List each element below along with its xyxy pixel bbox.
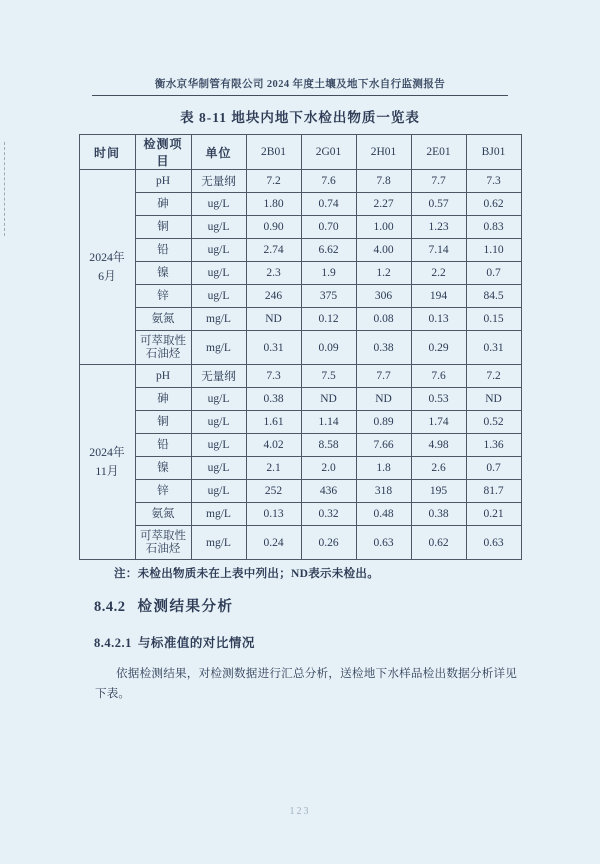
value-cell-BJ01: 1.10 — [466, 239, 521, 262]
value-cell-2E01: 0.53 — [411, 388, 466, 411]
item-cell: 镍 — [135, 457, 191, 480]
value-cell-2E01: 0.38 — [411, 503, 466, 526]
table-row — [79, 434, 521, 457]
value-cell-2H01: 0.48 — [356, 503, 411, 526]
table-body — [79, 170, 521, 560]
groundwater-results-table — [79, 134, 522, 560]
unit-cell: 无量纲 — [191, 365, 246, 388]
table-row — [79, 503, 521, 526]
value-cell-2G01: 375 — [301, 285, 356, 308]
table-row — [79, 285, 521, 308]
station-header-BJ01: BJ01 — [466, 135, 521, 170]
value-cell-BJ01: ND — [466, 388, 521, 411]
time-cell — [79, 365, 135, 560]
table-header-row — [79, 135, 521, 170]
item-cell: 镍 — [135, 262, 191, 285]
value-cell-2B01: 1.61 — [246, 411, 301, 434]
value-cell-2G01: ND — [301, 388, 356, 411]
unit-cell: ug/L — [191, 285, 246, 308]
value-cell-2B01: 2.3 — [246, 262, 301, 285]
value-cell-2B01: 7.3 — [246, 365, 301, 388]
section-heading — [94, 595, 600, 616]
value-cell-2E01: 7.6 — [411, 365, 466, 388]
value-cell-2H01: 0.89 — [356, 411, 411, 434]
value-cell-2H01: 306 — [356, 285, 411, 308]
value-cell-2B01: 7.2 — [246, 170, 301, 193]
value-cell-BJ01: 7.3 — [466, 170, 521, 193]
table-row — [79, 308, 521, 331]
value-cell-2G01: 0.09 — [301, 331, 356, 365]
value-cell-BJ01: 0.52 — [466, 411, 521, 434]
value-cell-2G01: 0.12 — [301, 308, 356, 331]
table-row — [79, 365, 521, 388]
value-cell-2H01: 7.7 — [356, 365, 411, 388]
value-cell-BJ01: 84.5 — [466, 285, 521, 308]
value-cell-2B01: 2.74 — [246, 239, 301, 262]
value-cell-2B01: 4.02 — [246, 434, 301, 457]
value-cell-2E01: 2.2 — [411, 262, 466, 285]
item-cell: 铜 — [135, 216, 191, 239]
value-cell-2H01: 0.63 — [356, 526, 411, 560]
value-cell-2G01: 8.58 — [301, 434, 356, 457]
value-cell-2G01: 0.32 — [301, 503, 356, 526]
station-header-2G01: 2G01 — [301, 135, 356, 170]
value-cell-2H01: 7.8 — [356, 170, 411, 193]
page-number: 123 — [289, 806, 311, 817]
value-cell-2G01: 2.0 — [301, 457, 356, 480]
item-cell: 砷 — [135, 193, 191, 216]
table-title: 表 8-11 地块内地下水检出物质一览表 — [180, 110, 420, 125]
unit-cell: ug/L — [191, 262, 246, 285]
item-cell: 可萃取性石油烃 — [135, 331, 191, 365]
unit-cell: ug/L — [191, 216, 246, 239]
body-paragraph: 依据检测结果，对检测数据进行汇总分析，送检地下水样品检出数据分析详见下表。 — [95, 667, 517, 700]
table-row — [79, 193, 521, 216]
unit-cell: mg/L — [191, 308, 246, 331]
value-cell-2E01: 1.23 — [411, 216, 466, 239]
column-header-单位: 单位 — [191, 135, 246, 170]
table-row — [79, 262, 521, 285]
value-cell-BJ01: 0.21 — [466, 503, 521, 526]
value-cell-2G01: 0.26 — [301, 526, 356, 560]
value-cell-2H01: ND — [356, 388, 411, 411]
value-cell-2H01: 0.08 — [356, 308, 411, 331]
value-cell-BJ01: 0.62 — [466, 193, 521, 216]
table-row — [79, 388, 521, 411]
unit-cell: ug/L — [191, 480, 246, 503]
value-cell-BJ01: 1.36 — [466, 434, 521, 457]
value-cell-2E01: 4.98 — [411, 434, 466, 457]
unit-cell: mg/L — [191, 526, 246, 560]
item-cell: 铅 — [135, 434, 191, 457]
table-row — [79, 526, 521, 560]
value-cell-2H01: 2.27 — [356, 193, 411, 216]
report-header — [92, 0, 508, 96]
value-cell-BJ01: 0.7 — [466, 457, 521, 480]
unit-cell: 无量纲 — [191, 170, 246, 193]
item-cell: 氨氮 — [135, 503, 191, 526]
table-row — [79, 239, 521, 262]
value-cell-2G01: 7.6 — [301, 170, 356, 193]
station-header-2H01: 2H01 — [356, 135, 411, 170]
unit-cell: mg/L — [191, 503, 246, 526]
value-cell-2E01: 2.6 — [411, 457, 466, 480]
value-cell-2G01: 1.9 — [301, 262, 356, 285]
unit-cell: ug/L — [191, 411, 246, 434]
value-cell-2B01: 1.80 — [246, 193, 301, 216]
value-cell-BJ01: 0.7 — [466, 262, 521, 285]
table-note: 注：未检出物质未在上表中列出；ND表示未检出。 — [114, 568, 380, 580]
item-cell: 氨氮 — [135, 308, 191, 331]
value-cell-2B01: ND — [246, 308, 301, 331]
value-cell-BJ01: 0.63 — [466, 526, 521, 560]
value-cell-2B01: 0.31 — [246, 331, 301, 365]
time-line: 2024年 — [89, 250, 125, 264]
item-cell: pH — [135, 170, 191, 193]
value-cell-2G01: 0.74 — [301, 193, 356, 216]
value-cell-2E01: 1.74 — [411, 411, 466, 434]
subsection-heading — [94, 633, 600, 651]
table-row — [79, 331, 521, 365]
item-cell: 锌 — [135, 285, 191, 308]
station-header-2E01: 2E01 — [411, 135, 466, 170]
table-row — [79, 480, 521, 503]
unit-cell: ug/L — [191, 193, 246, 216]
value-cell-BJ01: 0.15 — [466, 308, 521, 331]
value-cell-BJ01: 0.31 — [466, 331, 521, 365]
value-cell-2E01: 7.7 — [411, 170, 466, 193]
value-cell-BJ01: 7.2 — [466, 365, 521, 388]
time-line: 2024年 — [89, 445, 125, 459]
unit-cell: ug/L — [191, 434, 246, 457]
value-cell-2B01: 2.1 — [246, 457, 301, 480]
item-cell: 砷 — [135, 388, 191, 411]
unit-cell: mg/L — [191, 331, 246, 365]
value-cell-2G01: 1.14 — [301, 411, 356, 434]
value-cell-2H01: 4.00 — [356, 239, 411, 262]
value-cell-2E01: 0.57 — [411, 193, 466, 216]
section-number: 8.4.2 — [94, 599, 126, 615]
value-cell-2G01: 6.62 — [301, 239, 356, 262]
unit-cell: ug/L — [191, 457, 246, 480]
value-cell-2G01: 436 — [301, 480, 356, 503]
value-cell-2E01: 195 — [411, 480, 466, 503]
item-cell: 锌 — [135, 480, 191, 503]
value-cell-2E01: 0.13 — [411, 308, 466, 331]
value-cell-2H01: 1.2 — [356, 262, 411, 285]
table-row — [79, 411, 521, 434]
value-cell-BJ01: 81.7 — [466, 480, 521, 503]
value-cell-2G01: 7.5 — [301, 365, 356, 388]
item-cell: 铜 — [135, 411, 191, 434]
value-cell-2B01: 246 — [246, 285, 301, 308]
table-row — [79, 457, 521, 480]
item-cell: 铅 — [135, 239, 191, 262]
item-cell: 可萃取性石油烃 — [135, 526, 191, 560]
time-line: 11月 — [95, 464, 119, 478]
table-row — [79, 216, 521, 239]
value-cell-2G01: 0.70 — [301, 216, 356, 239]
value-cell-2E01: 0.29 — [411, 331, 466, 365]
time-line: 6月 — [98, 269, 116, 283]
time-cell — [79, 170, 135, 365]
unit-cell: ug/L — [191, 239, 246, 262]
value-cell-2E01: 194 — [411, 285, 466, 308]
unit-cell: ug/L — [191, 388, 246, 411]
value-cell-2H01: 7.66 — [356, 434, 411, 457]
value-cell-2E01: 0.62 — [411, 526, 466, 560]
table-row — [79, 170, 521, 193]
value-cell-BJ01: 0.83 — [466, 216, 521, 239]
item-cell: pH — [135, 365, 191, 388]
subsection-number: 8.4.2.1 — [94, 636, 132, 650]
scan-artifact — [4, 142, 5, 236]
subsection-title: 与标准值的对比情况 — [137, 636, 255, 650]
value-cell-2B01: 0.38 — [246, 388, 301, 411]
value-cell-2B01: 252 — [246, 480, 301, 503]
value-cell-2B01: 0.90 — [246, 216, 301, 239]
header-row — [79, 135, 521, 170]
value-cell-2B01: 0.13 — [246, 503, 301, 526]
column-header-检测项目: 检测项目 — [135, 135, 191, 170]
section-title: 检测结果分析 — [137, 599, 234, 615]
report-header-text: 衡水京华制管有限公司 2024 年度土壤及地下水自行监测报告 — [154, 79, 446, 90]
value-cell-2H01: 0.38 — [356, 331, 411, 365]
value-cell-2H01: 1.8 — [356, 457, 411, 480]
station-header-2B01: 2B01 — [246, 135, 301, 170]
value-cell-2H01: 318 — [356, 480, 411, 503]
value-cell-2B01: 0.24 — [246, 526, 301, 560]
value-cell-2E01: 7.14 — [411, 239, 466, 262]
value-cell-2H01: 1.00 — [356, 216, 411, 239]
column-header-时间: 时间 — [79, 135, 135, 170]
